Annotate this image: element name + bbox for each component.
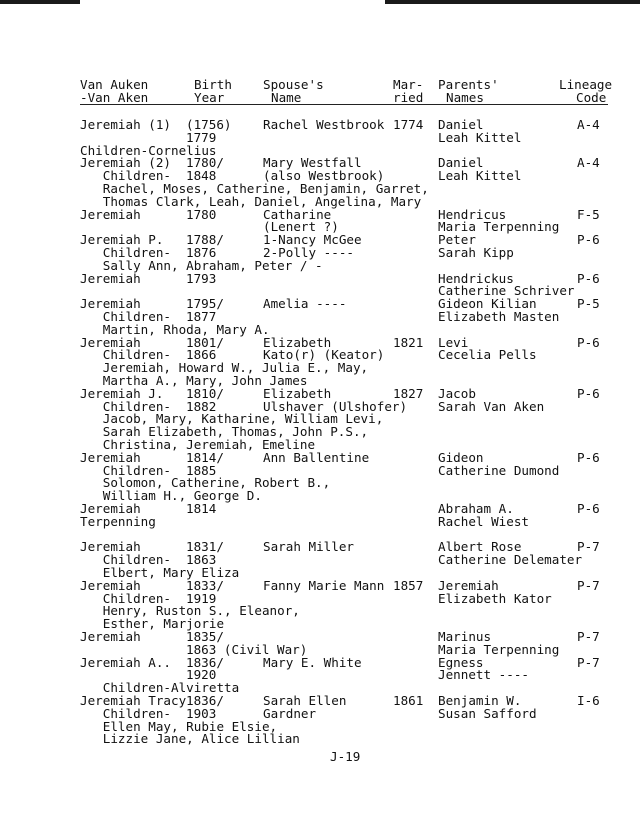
cell-birth-death: 1810/ bbox=[186, 385, 224, 401]
cell-lineage-code: P-6 bbox=[577, 449, 600, 465]
cell-spouse: Ann Ballentine bbox=[263, 449, 370, 465]
cell-spouse: Sarah Miller bbox=[263, 539, 354, 555]
cell-spouse: (Lenert ?) bbox=[263, 219, 339, 235]
cell-spouse: 1-Nancy McGee bbox=[263, 232, 362, 248]
header-rule bbox=[80, 104, 608, 105]
cell-ancestor: Jeremiah Tracy bbox=[80, 693, 187, 708]
cell-spouse: Rachel Westbrook bbox=[263, 117, 385, 132]
cell-parents: Gideon bbox=[438, 449, 484, 465]
cell-married: 1857 bbox=[393, 577, 424, 593]
cell-birth-death: 1920 bbox=[186, 667, 217, 683]
cell-ancestor: Children-Alviretta bbox=[80, 680, 240, 696]
cell-ancestor: Sarah Elizabeth, Thomas, John P.S., bbox=[80, 424, 369, 440]
cell-ancestor: Jeremiah P. bbox=[80, 232, 164, 248]
cell-ancestor: Jeremiah bbox=[80, 629, 141, 644]
cell-ancestor: Jeremiah, Howard W., Julia E., May, bbox=[80, 360, 369, 376]
cell-ancestor: Jacob, Mary, Katharine, William Levi, bbox=[80, 411, 384, 427]
cell-married: 1821 bbox=[393, 334, 424, 350]
cell-parents: Daniel bbox=[438, 155, 484, 171]
header-lineage: Lineage bbox=[559, 77, 613, 92]
cell-birth-death: 1814/ bbox=[186, 449, 224, 465]
cell-parents: Elizabeth Masten bbox=[438, 309, 560, 324]
cell-parents: Gideon Kilian bbox=[438, 296, 537, 312]
cell-ancestor: Jeremiah bbox=[80, 334, 141, 350]
header-birth: Birth bbox=[194, 77, 232, 92]
cell-spouse: 2-Polly ---- bbox=[263, 245, 354, 260]
cell-parents: Egness bbox=[438, 654, 484, 670]
cell-parents: Jeremiah bbox=[438, 577, 499, 593]
cell-birth-death: 1788/ bbox=[186, 232, 224, 248]
cell-birth-death: 1877 bbox=[186, 309, 217, 324]
cell-ancestor: Esther, Marjorie bbox=[80, 616, 225, 632]
cell-parents: Hendrickus bbox=[438, 270, 514, 286]
header-van-aken: -Van Aken bbox=[80, 90, 149, 105]
cell-parents: Albert Rose bbox=[438, 539, 522, 555]
cell-ancestor: Jeremiah bbox=[80, 296, 141, 312]
cell-parents: Leah Kittel bbox=[438, 168, 522, 184]
cell-birth-death: 1833/ bbox=[186, 577, 224, 593]
cell-spouse: Elizabeth bbox=[263, 385, 332, 401]
cell-ancestor: Children- bbox=[80, 462, 171, 478]
cell-ancestor: Jeremiah bbox=[80, 449, 141, 465]
cell-birth-death: 1814 bbox=[186, 501, 217, 516]
cell-birth-death: 1801/ bbox=[186, 334, 224, 350]
cell-birth-death: 1793 bbox=[186, 270, 217, 286]
cell-birth-death: 1831/ bbox=[186, 539, 224, 555]
cell-birth-death: 1885 bbox=[186, 462, 217, 478]
cell-parents: Catherine Schriver bbox=[438, 283, 575, 299]
cell-birth-death: 1780/ bbox=[186, 155, 224, 171]
cell-birth-death: 1876 bbox=[186, 245, 217, 260]
cell-ancestor: Children- bbox=[80, 705, 171, 721]
cell-lineage-code: P-6 bbox=[577, 270, 600, 286]
cell-ancestor: Terpenning bbox=[80, 513, 156, 529]
cell-parents: Jacob bbox=[438, 385, 476, 401]
cell-ancestor: Jeremiah (1) bbox=[80, 117, 171, 132]
cell-birth-death: (1756) bbox=[186, 117, 232, 132]
cell-ancestor: Martha A., Mary, John James bbox=[80, 373, 308, 388]
cell-ancestor: Jeremiah bbox=[80, 539, 141, 555]
cell-parents: Marinus bbox=[438, 629, 492, 644]
cell-ancestor: Jeremiah A.. bbox=[80, 654, 171, 670]
cell-parents: Cecelia Pells bbox=[438, 347, 537, 363]
cell-lineage-code: A-4 bbox=[577, 155, 600, 171]
cell-lineage-code: P-6 bbox=[577, 334, 600, 350]
cell-parents: Maria Terpenning bbox=[438, 641, 560, 657]
cell-birth-death: 1780 bbox=[186, 206, 217, 222]
cell-ancestor: Ellen May, Rubie Elsie, bbox=[80, 718, 278, 734]
cell-parents: Jennett ---- bbox=[438, 667, 529, 683]
cell-parents: Sarah Van Aken bbox=[438, 398, 545, 414]
cell-ancestor: Solomon, Catherine, Robert B., bbox=[80, 475, 331, 491]
cell-spouse: Sarah Ellen bbox=[263, 693, 347, 708]
cell-spouse: Gardner bbox=[263, 705, 317, 721]
header-mar: Mar- bbox=[393, 77, 424, 92]
cell-birth-death: 1903 bbox=[186, 705, 217, 721]
header-name: Name bbox=[271, 90, 302, 105]
cell-spouse: (also Westbrook) bbox=[263, 168, 385, 184]
cell-parents: Hendricus bbox=[438, 206, 507, 222]
cell-married: 1861 bbox=[393, 693, 424, 708]
cell-parents: Catherine Dumond bbox=[438, 462, 560, 478]
cell-parents: Peter bbox=[438, 232, 476, 248]
cell-lineage-code: I-6 bbox=[577, 693, 600, 708]
cell-parents: Susan Safford bbox=[438, 705, 537, 721]
cell-ancestor: Christina, Jeremiah, Emeline bbox=[80, 437, 316, 452]
cell-parents: Catherine Delemater bbox=[438, 552, 583, 568]
cell-lineage-code: P-7 bbox=[577, 539, 600, 555]
cell-parents: Benjamin W. bbox=[438, 693, 522, 708]
cell-ancestor: Children- bbox=[80, 309, 171, 324]
cell-birth-death: 1836/ bbox=[186, 654, 224, 670]
top-border-right bbox=[385, 0, 640, 4]
cell-ancestor: Children- bbox=[80, 552, 171, 568]
cell-lineage-code: F-5 bbox=[577, 206, 600, 222]
cell-birth-death: 1835/ bbox=[186, 629, 224, 644]
cell-ancestor: Jeremiah J. bbox=[80, 385, 164, 401]
cell-spouse: Catharine bbox=[263, 206, 332, 222]
cell-lineage-code: P-7 bbox=[577, 629, 600, 644]
cell-ancestor: Jeremiah bbox=[80, 577, 141, 593]
cell-ancestor: Jeremiah (2) bbox=[80, 155, 171, 171]
cell-spouse: Kato(r) (Keator) bbox=[263, 347, 385, 363]
cell-spouse: Ulshaver (Ulshofer) bbox=[263, 398, 408, 414]
cell-birth-death: 1848 bbox=[186, 168, 217, 184]
cell-birth-death: 1882 bbox=[186, 398, 217, 414]
cell-ancestor: Sally Ann, Abraham, Peter / - bbox=[80, 257, 323, 273]
cell-parents: Abraham A. bbox=[438, 501, 514, 516]
cell-lineage-code: P-6 bbox=[577, 501, 600, 516]
cell-ancestor: Children- bbox=[80, 168, 171, 184]
cell-married: 1774 bbox=[393, 117, 424, 132]
cell-ancestor: Elbert, Mary Eliza bbox=[80, 565, 240, 580]
cell-ancestor: Children- bbox=[80, 590, 171, 606]
header-van-auken: Van Auken bbox=[80, 77, 149, 92]
cell-lineage-code: P-7 bbox=[577, 577, 600, 593]
cell-ancestor: Jeremiah bbox=[80, 501, 141, 516]
cell-lineage-code: P-5 bbox=[577, 296, 600, 312]
cell-birth-death: 1863 bbox=[186, 552, 217, 568]
cell-ancestor: Jeremiah bbox=[80, 270, 141, 286]
page-number: J-19 bbox=[330, 749, 361, 764]
top-border-left bbox=[0, 0, 80, 4]
cell-ancestor: Lizzie Jane, Alice Lillian bbox=[80, 731, 300, 747]
header-spouses: Spouse's bbox=[263, 77, 324, 92]
cell-ancestor: Martin, Rhoda, Mary A. bbox=[80, 321, 270, 337]
cell-married: 1827 bbox=[393, 385, 424, 401]
cell-ancestor: Children- bbox=[80, 347, 171, 363]
cell-ancestor: Rachel, Moses, Catherine, Benjamin, Garret, bbox=[80, 181, 429, 196]
cell-parents: Rachel Wiest bbox=[438, 513, 529, 529]
cell-lineage-code: A-4 bbox=[577, 117, 600, 132]
cell-parents: Maria Terpenning bbox=[438, 219, 560, 235]
cell-parents: Levi bbox=[438, 334, 469, 350]
header-ried: ried bbox=[393, 90, 424, 105]
cell-spouse: Elizabeth bbox=[263, 334, 332, 350]
cell-ancestor: Children-Cornelius bbox=[80, 142, 217, 158]
cell-parents: Daniel bbox=[438, 117, 484, 132]
cell-lineage-code: P-7 bbox=[577, 654, 600, 670]
cell-ancestor: Children- bbox=[80, 245, 171, 260]
cell-ancestor: Jeremiah bbox=[80, 206, 141, 222]
cell-birth-death: 1795/ bbox=[186, 296, 224, 312]
cell-lineage-code: P-6 bbox=[577, 232, 600, 248]
cell-parents: Leah Kittel bbox=[438, 129, 522, 145]
header-year: Year bbox=[194, 90, 225, 105]
cell-ancestor: Thomas Clark, Leah, Daniel, Angelina, Mary bbox=[80, 193, 422, 209]
cell-birth-death: 1919 bbox=[186, 590, 217, 606]
cell-lineage-code: P-6 bbox=[577, 385, 600, 401]
cell-ancestor: Henry, Ruston S., Eleanor, bbox=[80, 603, 300, 619]
cell-birth-death: 1866 bbox=[186, 347, 217, 363]
cell-spouse: Mary E. White bbox=[263, 654, 362, 670]
header-parents: Parents' bbox=[438, 77, 499, 92]
cell-ancestor: Children- bbox=[80, 398, 171, 414]
cell-spouse: Mary Westfall bbox=[263, 155, 362, 171]
cell-birth-death: 1836/ bbox=[186, 693, 224, 708]
header-names: Names bbox=[446, 90, 484, 105]
cell-birth-death: 1863 (Civil War) bbox=[186, 641, 308, 657]
cell-birth-death: 1779 bbox=[186, 129, 217, 145]
cell-ancestor: William H., George D. bbox=[80, 488, 262, 504]
cell-spouse: Fanny Marie Mann bbox=[263, 577, 385, 593]
cell-spouse: Amelia ---- bbox=[263, 296, 347, 312]
header-code: Code bbox=[576, 90, 607, 105]
cell-parents: Sarah Kipp bbox=[438, 245, 514, 260]
cell-parents: Elizabeth Kator bbox=[438, 590, 552, 606]
